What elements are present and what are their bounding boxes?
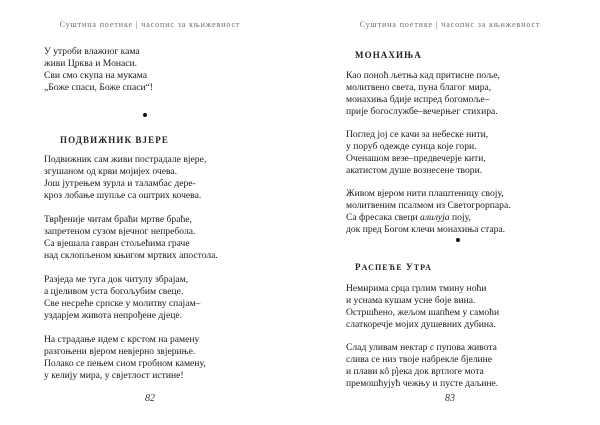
verse-line: згушаном од крви мојијех очева. bbox=[44, 166, 178, 177]
title-rest: ТРА bbox=[413, 263, 433, 272]
verse-line: молитвено света, пуна благог мира, bbox=[346, 82, 492, 93]
verse-line: премошћујућ чежњу и пусте даљине. bbox=[346, 378, 499, 389]
verse-line: Полако се пењем сном гробном камену, bbox=[44, 358, 206, 369]
poem-title: ПОДВИЖНИК ВЈЕРЕ bbox=[60, 135, 169, 145]
verse-text: поју, bbox=[449, 212, 471, 223]
verse-line: запретеном сузом вјечног непребола. bbox=[44, 226, 196, 237]
verse-line: молитвеним псалмом из Светогрорпара. bbox=[346, 200, 511, 211]
verse-line: Живом вјером нити плаштеницу своју, bbox=[346, 188, 504, 199]
page-number: 82 bbox=[145, 393, 155, 404]
verse-line: у поруб одежде сунца које гори. bbox=[346, 141, 477, 152]
verse-line: а цјеливом уста богољубим свеце. bbox=[44, 286, 184, 297]
verse-line: и уснама кушам усне боје вина. bbox=[346, 295, 476, 306]
verse-line: Све несреће српске у молитву спајам– bbox=[44, 298, 201, 309]
running-head: Суштина поетике | часопис за књижевност bbox=[359, 20, 541, 29]
verse-line: Још јутрењем зурла и таламбас дере- bbox=[44, 178, 196, 189]
verse-line: слаткоречје мојих душевних дубина. bbox=[346, 319, 496, 330]
verse-line: над склопљеном књигом мртвих апостола. bbox=[44, 250, 218, 261]
verse-line bbox=[346, 212, 471, 224]
verse-line: Разједа ме туга док читулу збрајам, bbox=[44, 274, 189, 285]
verse-line: кроз лобање шупље са оштрих кочева. bbox=[44, 190, 202, 201]
verse-line: Оченашом везе–предвечерје кити, bbox=[346, 153, 486, 164]
verse-line: у келију мира, у свјетлост истине! bbox=[44, 370, 184, 381]
poem-title bbox=[355, 262, 432, 272]
emphasized-word: алилуја bbox=[420, 212, 450, 223]
page-number: 83 bbox=[445, 393, 455, 404]
verse-line: прије богослужбе–вечерњег стихира. bbox=[346, 106, 498, 117]
verse-line: Остршћено, жељом шапћем у самоћи bbox=[346, 307, 500, 318]
poem-title: МОНАХИЊА bbox=[355, 50, 422, 60]
verse-line: Са вјешала гавран стољећима граче bbox=[44, 238, 190, 249]
section-bullet bbox=[143, 113, 147, 117]
verse-line: уздарјем живота непрођене дјеце. bbox=[44, 310, 183, 321]
verse-line: Немирима срца грлим тмину ноћи bbox=[346, 283, 487, 294]
verse-line: Поглед јој се качи за небеске нити, bbox=[346, 129, 489, 140]
verse-line: акатистом душе вознесене твори. bbox=[346, 165, 483, 176]
verse-line: Сви смо скупа на мукама bbox=[44, 70, 148, 81]
verse-line: и плави кô р̓јека док вртлоге мота bbox=[346, 366, 484, 377]
verse-line: монахиња бдије испред богомоље– bbox=[346, 94, 490, 105]
right-page bbox=[300, 0, 600, 425]
verse-line: Тврђеније читам браћи мртве браће, bbox=[44, 214, 192, 225]
verse-line: живи Црква и Монаси. bbox=[44, 58, 138, 69]
verse-line: Подвижник сам живи пострадале вјере, bbox=[44, 154, 207, 165]
section-bullet bbox=[456, 238, 460, 242]
verse-line: док пред Богом клечи монахиња стара. bbox=[346, 224, 506, 235]
verse-line: слива се низ твоје набрекле бјелине bbox=[346, 354, 493, 365]
title-initial: Р bbox=[355, 262, 362, 272]
verse-line: У утроби влажног кама bbox=[44, 46, 140, 57]
verse-line: „Боже спаси, Боже спаси“! bbox=[44, 82, 154, 93]
title-initial: У bbox=[402, 262, 414, 272]
verse-text: Са фресака свеци bbox=[346, 212, 421, 223]
verse-line: Као поноћ љетња кад притисне поље, bbox=[346, 70, 500, 81]
running-head: Суштина поетике | часопис за књижевност bbox=[59, 20, 241, 29]
verse-line: Слад уливам нектар с пупова живота bbox=[346, 342, 497, 353]
title-rest: АСПЕЋЕ bbox=[361, 263, 403, 272]
verse-line: разгоњени вјером невјерно звјериње. bbox=[44, 346, 196, 357]
verse-line: На страдање идем с крстом на рамену bbox=[44, 334, 200, 345]
